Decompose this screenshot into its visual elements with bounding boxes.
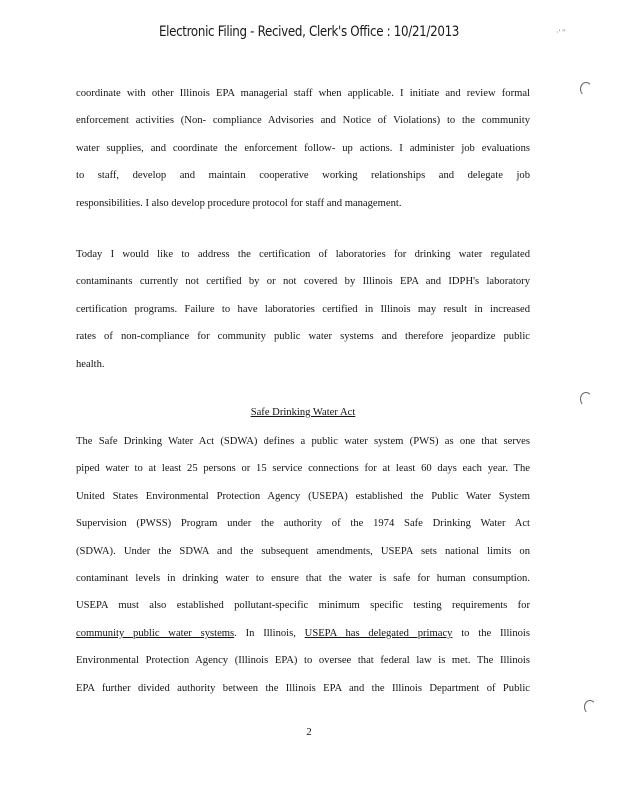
text-line: EPA further divided authority between the Illinois EPA and the Illinois Department of Public [76,682,530,694]
page-number: 2 [306,726,312,738]
text-line: health. [76,358,105,370]
corner-mark: ·' " [556,28,566,37]
text-line: The Safe Drinking Water Act (SDWA) defines a public water system (PWS) as one that serves [76,436,530,447]
underlined-phrase: USEPA has delegated primacy [304,627,453,639]
text-line: Supervision (PWSS) Program under the authority of the 1974 Safe Drinking Water Act [76,518,530,530]
paragraph-certification [76,241,530,378]
filing-header: Electronic Filing - Recived, Clerk's Office : 10/21/2013 [158,24,460,40]
text-line: Environmental Protection Agency (Illinois EPA) to oversee that federal law is met. The Illinois [76,655,530,667]
text-line: enforcement activities (Non- compliance Advisories and Notice of Violations) to the community [76,115,530,127]
text-line: coordinate with other Illinois EPA managerial staff when applicable. I initiate and review formal [76,88,530,99]
paragraph-sdwa [76,428,530,702]
paragraph-duties [76,80,530,217]
text-line: to staff, develop and maintain cooperative working relationships and delegate job [76,170,530,182]
text-line: contaminants currently not certified by or not covered by Illinois EPA and IDPH's laboratory [76,276,530,288]
scan-mark [584,700,596,714]
text-line: USEPA must also established pollutant-specific minimum specific testing requirements for [76,600,530,612]
scan-mark [580,392,592,406]
text-line [76,620,530,647]
text-segment: to the Illinois [452,627,530,639]
underlined-phrase: community public water systems [76,627,235,639]
text-line: contaminant levels in drinking water to ensure that the water is safe for human consumption. [76,573,530,585]
section-heading: Safe Drinking Water Act [250,407,356,418]
text-line: rates of non-compliance for community public water systems and therefore jeopardize public [76,331,530,343]
text-line: water supplies, and coordinate the enforcement follow- up actions. I administer job evaluations [76,142,530,154]
text-line: responsibilities. I also develop procedure protocol for staff and management. [76,197,402,209]
text-line: piped water to at least 25 persons or 15 service connections for at least 60 days each year. The [76,463,530,475]
scan-mark [580,82,592,96]
text-line: Today I would like to address the certification of laboratories for drinking water regulated [76,249,530,260]
text-line: certification programs. Failure to have laboratories certified in Illinois may result in increased [76,303,530,315]
text-segment: . In Illinois, [234,627,305,639]
text-line: (SDWA). Under the SDWA and the subsequent amendments, USEPA sets national limits on [76,545,530,557]
text-line: United States Environmental Protection Agency (USEPA) established the Public Water System [76,490,530,502]
